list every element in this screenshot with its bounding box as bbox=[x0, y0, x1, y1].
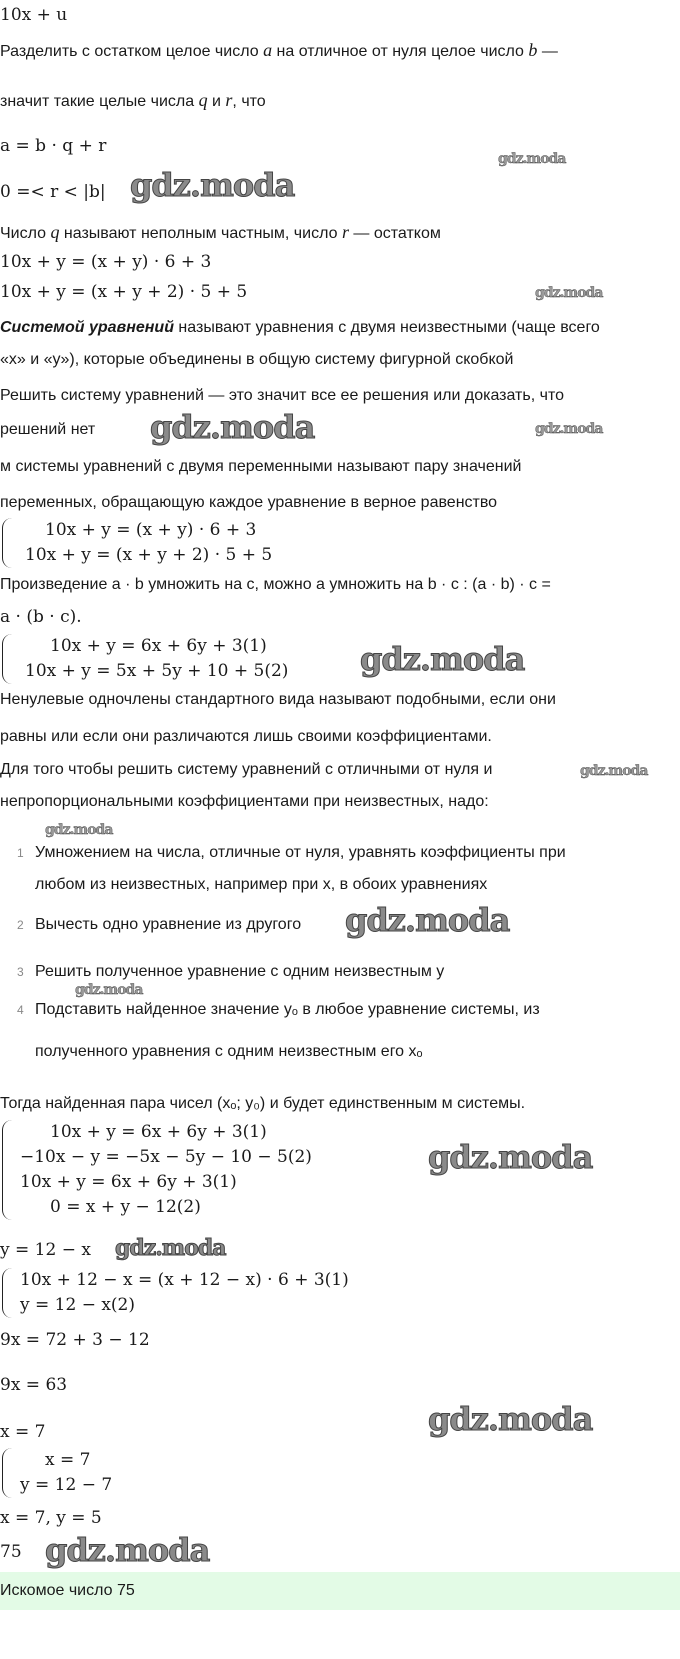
system-row: x = 7 bbox=[45, 1450, 91, 1470]
text: называют уравнения с двумя неизвестными (чаще всего bbox=[173, 319, 600, 336]
watermark-logo: gdz.moda bbox=[580, 763, 648, 779]
paragraph-product: Произведение a · b умножить на c, можно a умножить на b · c : (a · b) · c = bbox=[0, 576, 551, 593]
system-row: 10x + y = 6x + 6y + 3(1) bbox=[20, 1172, 237, 1192]
text: значит такие целые числа bbox=[0, 93, 199, 110]
equation: x = 7 bbox=[0, 1422, 46, 1442]
text: называют неполным частным, число bbox=[59, 225, 342, 242]
term: Системой уравнений bbox=[0, 319, 174, 336]
watermark-logo: gdz.moda bbox=[428, 1400, 593, 1438]
paragraph-method: Для того чтобы решить систему уравнений с отличными от нуля и bbox=[0, 761, 493, 778]
text: Разделить с остатком целое число bbox=[0, 43, 264, 60]
list-item-cont: полученного уравнения с одним неизвестным его xₒ bbox=[35, 1043, 423, 1060]
equation: a = b · q + r bbox=[0, 136, 107, 156]
paragraph-solution-def: м системы уравнений с двумя переменными называют пару значений bbox=[0, 458, 522, 475]
system-row: 10x + 12 − x = (x + 12 − x) · 6 + 3(1) bbox=[20, 1270, 349, 1290]
equation-system bbox=[0, 518, 272, 568]
list-item: Умножением на числа, отличные от нуля, уравнять коэффициенты при bbox=[35, 844, 566, 861]
watermark-logo: gdz.moda bbox=[428, 1138, 593, 1176]
list-number: 1 bbox=[17, 846, 24, 860]
equation: y = 12 − x bbox=[0, 1240, 91, 1260]
equation-system bbox=[0, 1120, 312, 1220]
paragraph-quotient bbox=[0, 220, 441, 246]
equation-system bbox=[0, 1268, 349, 1318]
watermark-logo: gdz.moda bbox=[345, 901, 510, 939]
watermark-logo: gdz.moda bbox=[150, 408, 315, 446]
watermark-logo: gdz.moda bbox=[75, 982, 143, 998]
equation: 9x = 72 + 3 − 12 bbox=[0, 1330, 150, 1350]
math-var: a bbox=[263, 40, 273, 60]
list-item: Вычесть одно уравнение из другого bbox=[35, 916, 302, 933]
watermark-logo: gdz.moda bbox=[115, 1235, 226, 1261]
system-row: −10x − y = −5x − 5y − 10 − 5(2) bbox=[20, 1147, 312, 1167]
equation: 9x = 63 bbox=[0, 1375, 68, 1395]
expression: 10x + u bbox=[0, 5, 68, 25]
list-item: Подставить найденное значение yₒ в любое уравнение системы, из bbox=[35, 1001, 540, 1018]
list-item: Решить полученное уравнение с одним неизвестным y bbox=[35, 963, 445, 980]
equation: x = 7, y = 5 bbox=[0, 1508, 102, 1528]
system-row: 10x + y = (x + y) · 6 + 3 bbox=[45, 520, 257, 540]
watermark-logo: gdz.moda bbox=[45, 822, 113, 838]
paragraph-similar-2: равны или если они различаются лишь своими коэффициентами. bbox=[0, 728, 492, 745]
paragraph-system-def-2: «x» и «y»), которые объединены в общую систему фигурной скобкой bbox=[0, 351, 514, 368]
paragraph-conclusion: Тогда найденная пара чисел (xₒ; y₀) и будет единственным м системы. bbox=[0, 1095, 526, 1112]
list-number: 4 bbox=[17, 1003, 24, 1017]
paragraph-system-def bbox=[0, 316, 600, 340]
paragraph-solution-def-2: переменных, обращающую каждое уравнение в верное равенство bbox=[0, 494, 498, 511]
equation: 10x + y = (x + y + 2) · 5 + 5 bbox=[0, 282, 248, 302]
text: на отличное от нуля целое число bbox=[272, 43, 529, 60]
text: Число bbox=[0, 225, 51, 242]
paragraph-method-2: непропорциональными коэффициентами при неизвестных, надо: bbox=[0, 793, 489, 810]
watermark-logo: gdz.moda bbox=[130, 166, 295, 204]
equation-system bbox=[0, 634, 288, 684]
paragraph-solve: Решить систему уравнений — это значит все ее решения или доказать, что bbox=[0, 387, 564, 404]
watermark-logo: gdz.moda bbox=[535, 421, 603, 437]
equation: 75 bbox=[0, 1542, 22, 1562]
system-row: 0 = x + y − 12(2) bbox=[50, 1197, 201, 1217]
system-row: y = 12 − 7 bbox=[20, 1475, 113, 1495]
answer-box: Искомое число 75 bbox=[0, 1572, 680, 1610]
text: , что bbox=[232, 93, 266, 110]
list-number: 3 bbox=[17, 965, 24, 979]
paragraph-division-line1 bbox=[0, 38, 558, 64]
system-row: 10x + y = 6x + 6y + 3(1) bbox=[50, 1122, 267, 1142]
watermark-logo: gdz.moda bbox=[535, 285, 603, 301]
text: — остатком bbox=[348, 225, 441, 242]
math-var: b bbox=[528, 40, 538, 60]
math-var: r bbox=[341, 222, 349, 242]
equation-system bbox=[0, 1448, 112, 1498]
system-row: 10x + y = (x + y + 2) · 5 + 5 bbox=[25, 545, 273, 565]
system-row: 10x + y = 6x + 6y + 3(1) bbox=[50, 636, 267, 656]
math-var: q bbox=[50, 222, 60, 242]
watermark-logo: gdz.moda bbox=[498, 151, 566, 167]
math-var: r bbox=[225, 90, 233, 110]
text: — bbox=[537, 43, 558, 60]
text: и bbox=[207, 93, 226, 110]
list-item-cont: любом из неизвестных, например при x, в обоих уравнениях bbox=[35, 876, 488, 893]
math-var: q bbox=[198, 90, 208, 110]
equation: 0 =< r < |b| bbox=[0, 182, 106, 202]
system-row: 10x + y = 5x + 5y + 10 + 5(2) bbox=[25, 661, 289, 681]
watermark-logo: gdz.moda bbox=[360, 640, 525, 678]
paragraph-solve-2: решений нет bbox=[0, 421, 96, 438]
system-row: y = 12 − x(2) bbox=[20, 1295, 136, 1315]
list-number: 2 bbox=[17, 918, 24, 932]
paragraph-product-2: a · (b · c). bbox=[0, 607, 82, 627]
paragraph-similar: Ненулевые одночлены стандартного вида называют подобными, если они bbox=[0, 691, 556, 708]
paragraph-division-line2 bbox=[0, 88, 266, 114]
watermark-logo: gdz.moda bbox=[45, 1531, 210, 1569]
equation: 10x + y = (x + y) · 6 + 3 bbox=[0, 252, 212, 272]
